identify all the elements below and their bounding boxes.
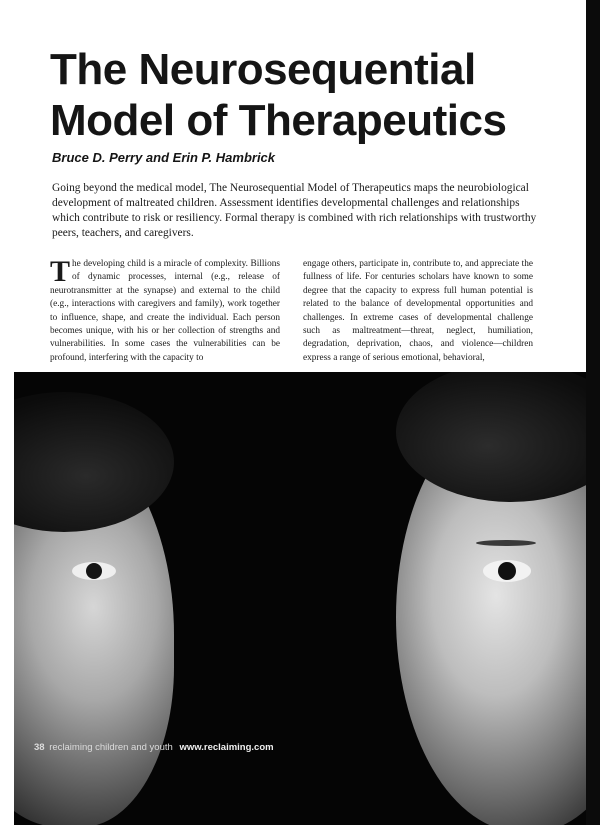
- title-line-1: The Neurosequential: [50, 45, 476, 94]
- drop-cap: T: [50, 255, 71, 288]
- title-line-2: Model of Therapeutics: [50, 96, 507, 145]
- article-title: [50, 44, 520, 146]
- page-footer: [34, 742, 274, 753]
- journal-name: reclaiming children and youth: [49, 742, 173, 753]
- right-brow-shape: [476, 540, 536, 546]
- right-eye-icon: [483, 560, 531, 582]
- faces-photograph: [14, 372, 586, 825]
- journal-url[interactable]: www.reclaiming.com: [179, 742, 274, 753]
- body-column-right: [303, 258, 533, 365]
- right-column-text: engage others, participate in, contribute to, and appreciate the fullness of life. For centuries scholars have known to some degree that the capacity to express full human potential is related to the balance of developmental opportunities and challenges. In extreme cases of developmental challenge such as maltreatment—threat, neglect, humiliation, degradation, deprivation, chaos, and violence—children express a range of serious emotional, behavioral,: [303, 259, 533, 363]
- left-column-text: he developing child is a miracle of complexity. Billions of dynamic processes, internal (e.g., release of neurotransmitter at the synapse) and external to the child (e.g., interactions with caregivers and family), work together to influence, shape, and create the individual. Each person becomes unique, with his or her collection of strengths and vulnerabilities. In some cases the vulnerabilities can be profound, interfering with the capacity to: [50, 259, 280, 363]
- left-eye-icon: [72, 562, 116, 580]
- scan-edge: [586, 0, 600, 825]
- article-deck: Going beyond the medical model, The Neurosequential Model of Therapeutics maps the neurobiological development of maltreated children. Assessment identifies developmental challenges and relationships which contribute to risk or resiliency. Formal therapy is combined with rich relationships with trustworthy peers, teachers, and caregivers.: [52, 182, 537, 239]
- authors-byline: Bruce D. Perry and Erin P. Hambrick: [52, 150, 276, 165]
- body-column-left: [50, 255, 280, 365]
- page-number: 38: [34, 742, 45, 753]
